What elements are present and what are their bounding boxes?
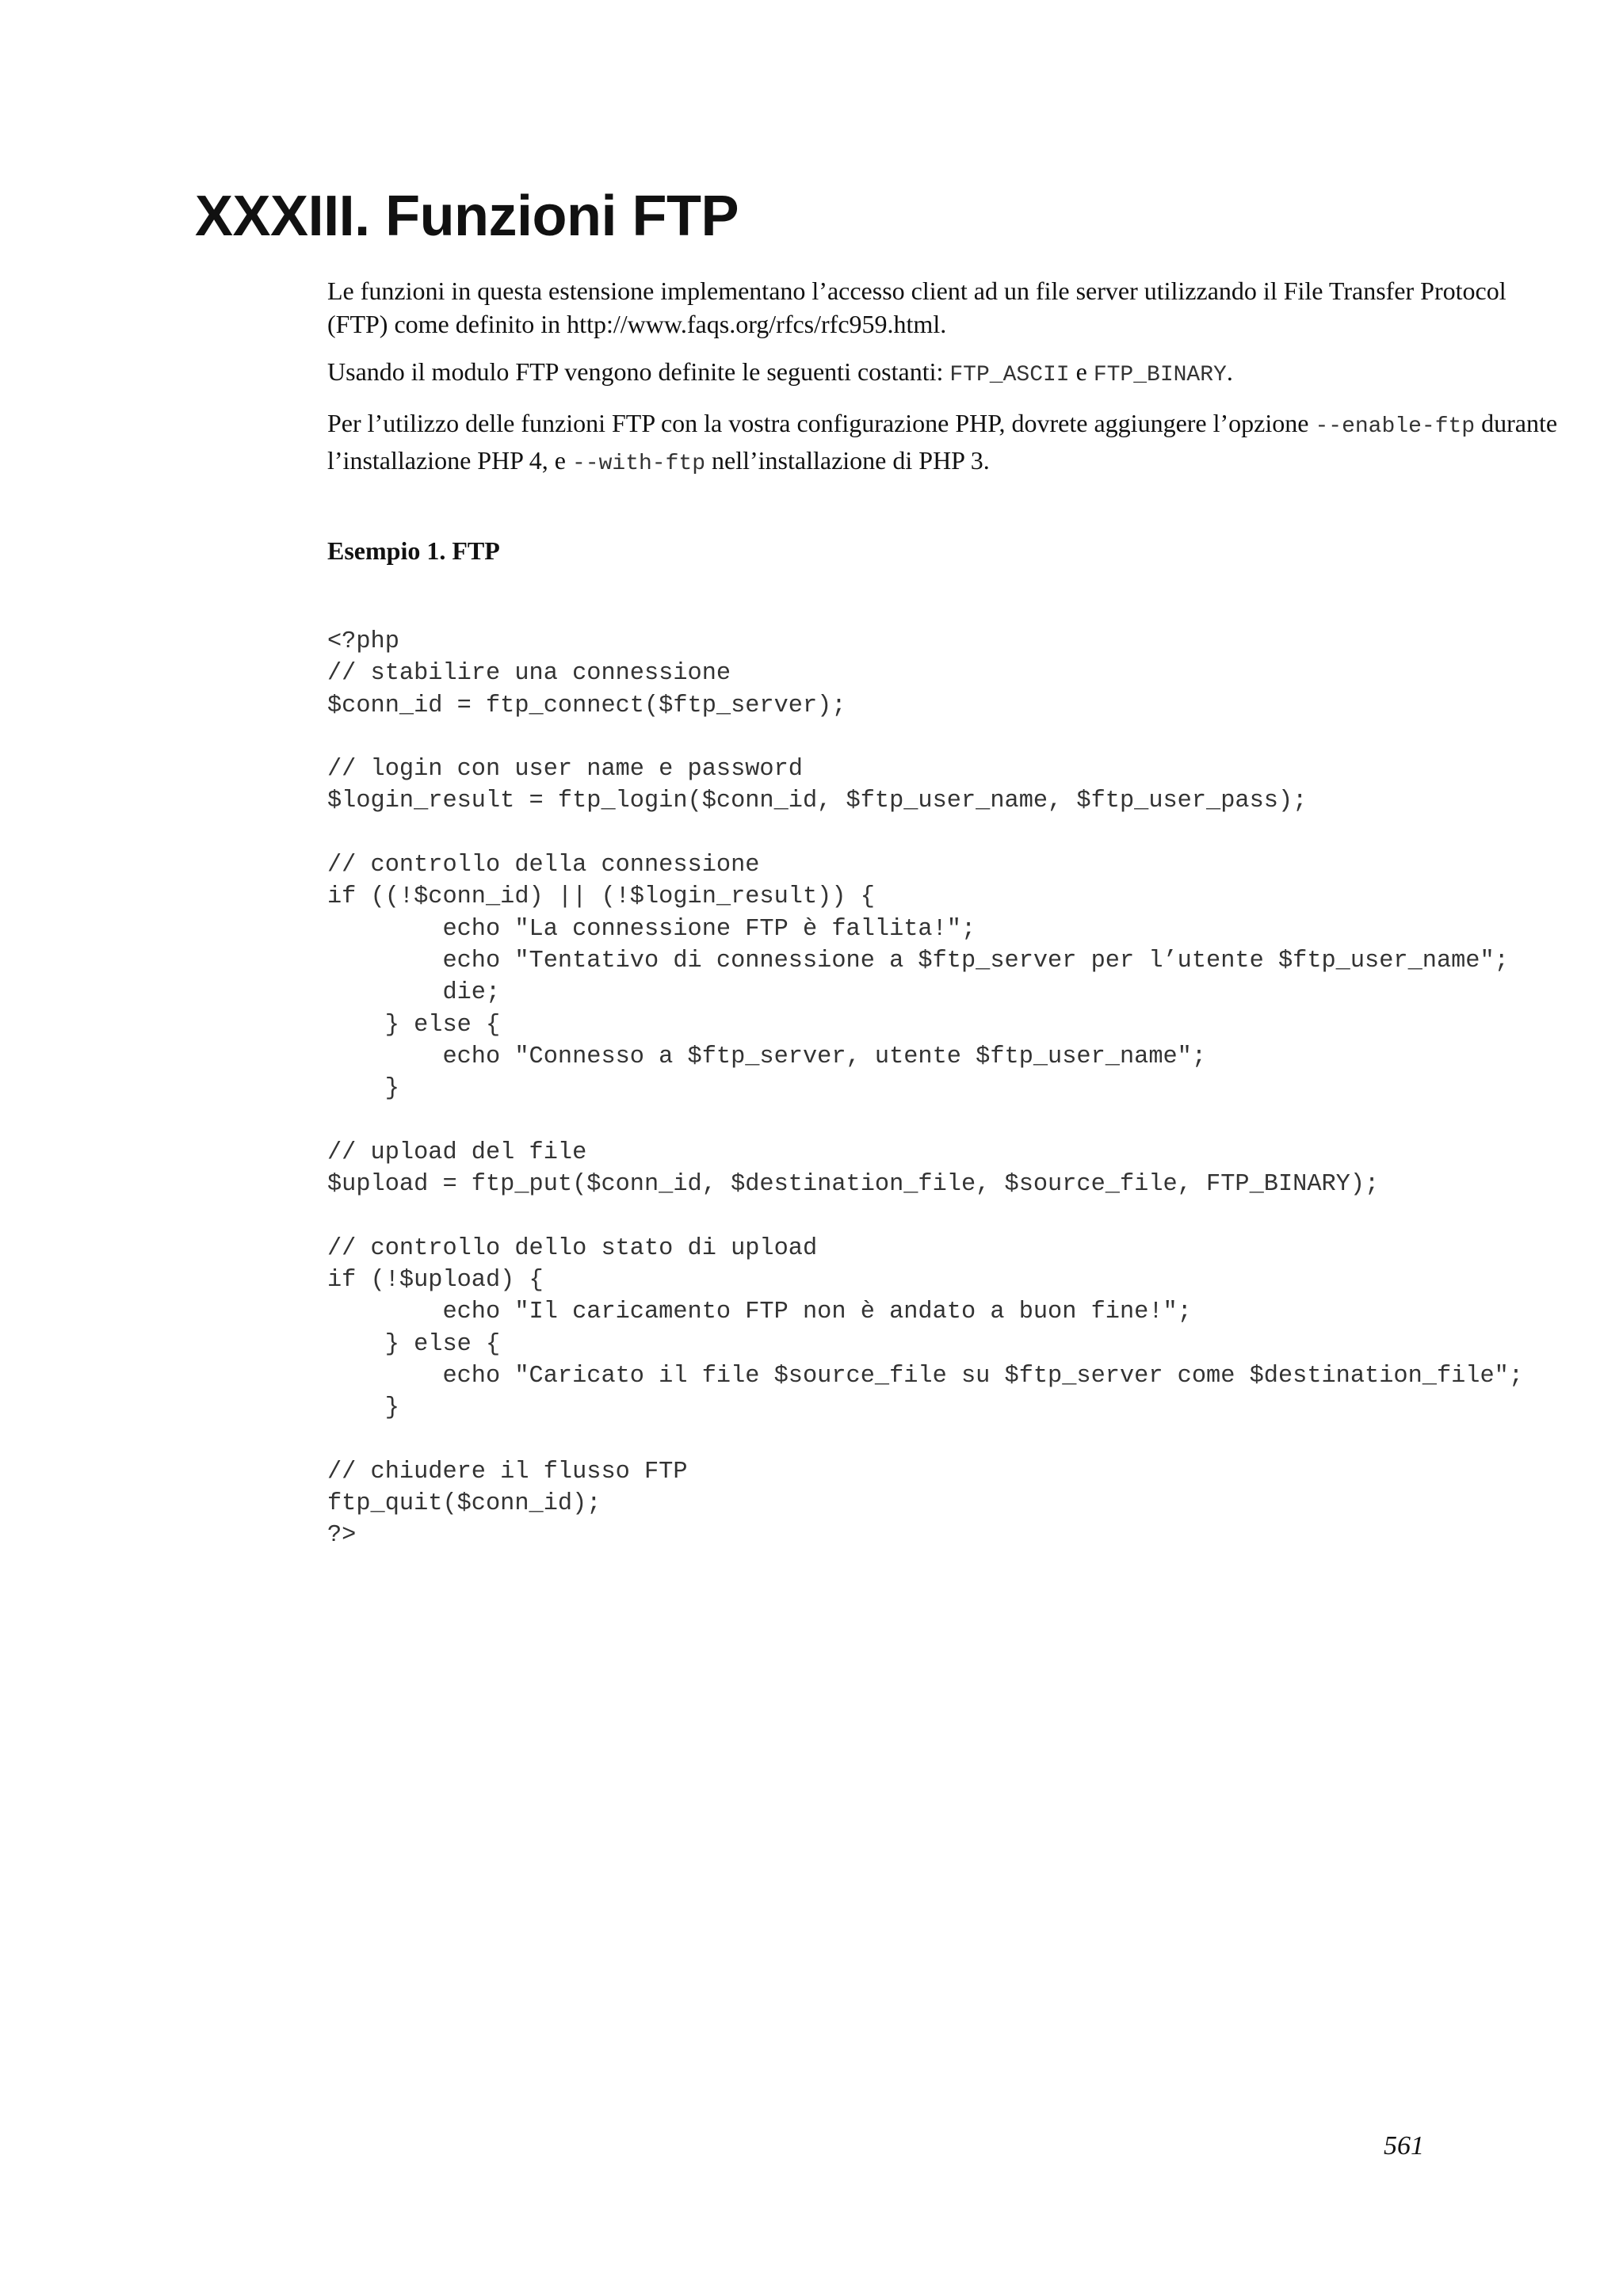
code-line	[327, 1424, 1523, 1455]
p3-text-middle: durante l’installazione PHP 4, e	[327, 409, 1558, 475]
code-listing	[327, 626, 1523, 1552]
code-line: echo "Connesso a $ftp_server, utente $ftp_user_name";	[327, 1043, 1207, 1070]
p3-text-after: nell’installazione di PHP 3.	[705, 446, 990, 475]
code-line	[327, 1200, 1523, 1232]
intro-paragraph-3	[327, 406, 1564, 481]
code-line: ?>	[327, 1522, 357, 1550]
p2-text-middle: e	[1069, 357, 1094, 386]
chapter-title: XXXIII. Funzioni FTP	[195, 185, 739, 248]
code-line: } else {	[327, 1011, 501, 1039]
code-line	[327, 818, 1523, 849]
intro-paragraph-2	[327, 355, 1564, 392]
intro-paragraph-1: Le funzioni in questa estensione implementano l’accesso client ad un file server utilizzando il File Transfer Protocol (FTP) come definito in http://www.faqs.org/rfcs/rfc959.html.	[327, 277, 1507, 338]
code-line: echo "Caricato il file $source_file su $ftp_server come $destination_file";	[327, 1362, 1524, 1390]
code-line: // chiudere il flusso FTP	[327, 1458, 688, 1486]
code-line: $conn_id = ftp_connect($ftp_server);	[327, 692, 846, 719]
p3-text-before: Per l’utilizzo delle funzioni FTP con la vostra configurazione PHP, dovrete aggiungere l’opzione	[327, 409, 1316, 437]
page-number: 561	[1384, 2131, 1424, 2161]
code-line: }	[327, 1075, 399, 1103]
code-line: $upload = ftp_put($conn_id, $destination_file, $source_file, FTP_BINARY);	[327, 1171, 1380, 1199]
option-with-ftp: --with-ftp	[571, 452, 706, 476]
code-line: echo "Il caricamento FTP non è andato a buon fine!";	[327, 1299, 1192, 1326]
code-line	[327, 1104, 1523, 1136]
code-line: } else {	[327, 1330, 501, 1358]
constant-ftp-binary: FTP_BINARY	[1093, 363, 1227, 387]
code-line: echo "Tentativo di connessione a $ftp_server per l’utente $ftp_user_name";	[327, 947, 1509, 974]
code-line: $login_result = ftp_login($conn_id, $ftp_user_name, $ftp_user_pass);	[327, 788, 1308, 815]
intro-section	[327, 274, 1564, 495]
code-line: echo "La connessione FTP è fallita!";	[327, 915, 976, 943]
constant-ftp-ascii: FTP_ASCII	[949, 363, 1070, 387]
code-line: die;	[327, 979, 501, 1007]
code-line: // login con user name e password	[327, 756, 803, 784]
code-line: // stabilire una connessione	[327, 660, 731, 688]
code-line	[327, 722, 1523, 753]
code-line: // upload del file	[327, 1138, 587, 1166]
code-line: <?php	[327, 628, 399, 655]
code-line: if (!$upload) {	[327, 1266, 544, 1294]
p2-text-before: Usando il modulo FTP vengono definite le seguenti costanti:	[327, 357, 950, 386]
example-title: Esempio 1. FTP	[327, 536, 500, 565]
code-line: }	[327, 1394, 399, 1422]
p2-text-after: .	[1226, 357, 1233, 386]
code-line: // controllo dello stato di upload	[327, 1234, 818, 1262]
option-enable-ftp: --enable-ftp	[1315, 414, 1476, 439]
code-line: if ((!$conn_id) || (!$login_result)) {	[327, 883, 875, 911]
code-line: // controllo della connessione	[327, 852, 760, 879]
code-line: ftp_quit($conn_id);	[327, 1490, 601, 1518]
